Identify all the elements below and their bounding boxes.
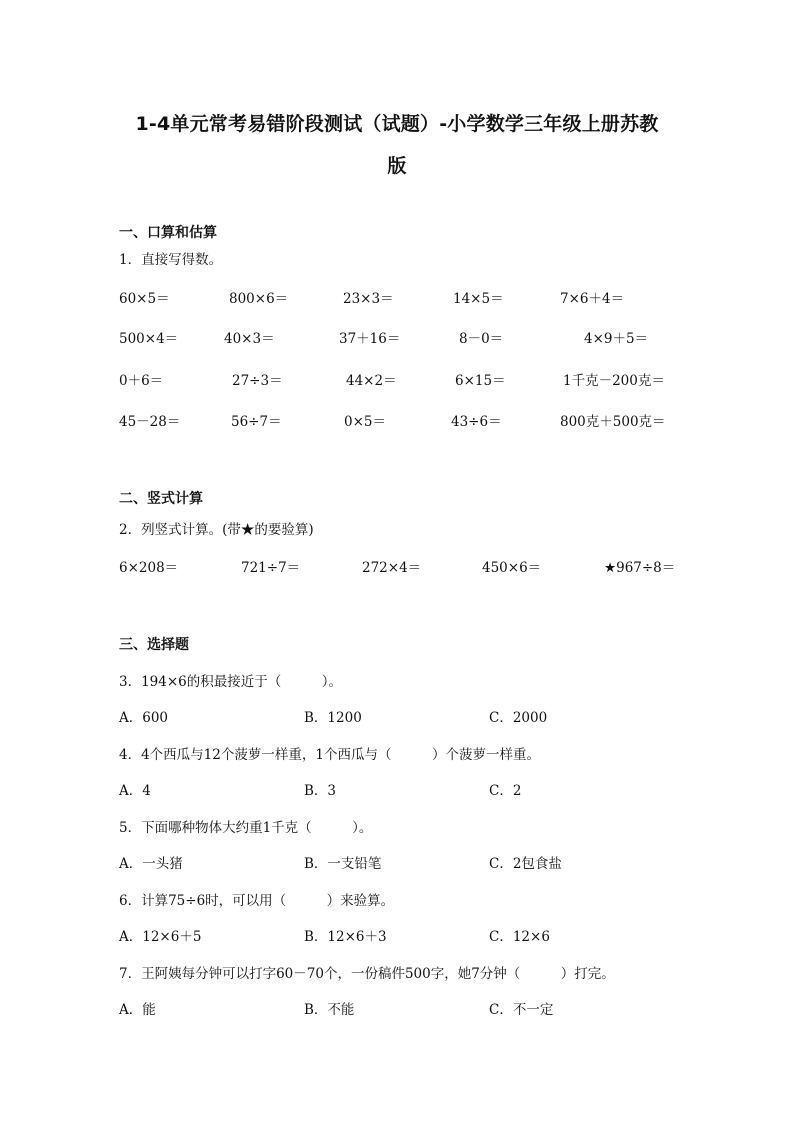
calc-item: 40×3＝ <box>224 331 275 347</box>
calc-item: 0＋6＝ <box>119 373 164 389</box>
calc-item: 23×3＝ <box>343 291 394 307</box>
calc-item: 272×4＝ <box>362 560 422 576</box>
calc-item: 1千克－200克＝ <box>563 373 665 389</box>
question-1-stem: 1．直接写得数。 <box>119 252 223 268</box>
calc-item: 4×9＋5＝ <box>584 331 649 347</box>
calc-item: 800克＋500克＝ <box>560 414 666 430</box>
option-c: C．2 <box>489 783 522 799</box>
calc-item: 60×5＝ <box>119 291 170 307</box>
question-7-stem: 7．王阿姨每分钟可以打字60－70个，一份稿件500字，她7分钟（ ）打完。 <box>119 966 615 982</box>
question-2-stem: 2．列竖式计算。(带★的要验算) <box>119 522 314 538</box>
calc-item: 800×6＝ <box>229 291 289 307</box>
option-a: A．600 <box>119 710 169 726</box>
section-heading-vertical-calc: 二、竖式计算 <box>119 491 203 507</box>
calc-item: 37＋16＝ <box>339 331 401 347</box>
calc-item: 6×208＝ <box>119 560 179 576</box>
option-b: B．一支铅笔 <box>304 856 382 872</box>
option-a: A．一头猪 <box>119 856 183 872</box>
section-heading-multiple-choice: 三、选择题 <box>119 637 189 653</box>
calc-item: 6×15＝ <box>455 373 506 389</box>
section-heading-oral-calc: 一、口算和估算 <box>119 225 217 241</box>
option-a: A．能 <box>119 1002 156 1018</box>
option-b: B．不能 <box>304 1002 355 1018</box>
option-c: C．2000 <box>489 710 548 726</box>
calc-item: 7×6＋4＝ <box>560 291 625 307</box>
calc-item: 450×6＝ <box>482 560 542 576</box>
option-b: B．1200 <box>304 710 362 726</box>
calc-item: 43÷6＝ <box>451 414 502 430</box>
calc-item: ★967÷8＝ <box>604 560 676 576</box>
question-4-stem: 4．4个西瓜与12个菠萝一样重，1个西瓜与（ ）个菠萝一样重。 <box>119 747 540 763</box>
calc-item: 8－0＝ <box>459 331 504 347</box>
option-a: A．12×6＋5 <box>119 929 202 945</box>
question-3-stem: 3．194×6的积最接近于（ ）。 <box>119 674 343 690</box>
title-line-2: 版 <box>387 155 407 177</box>
option-c: C．不一定 <box>489 1002 554 1018</box>
page-title <box>110 103 684 187</box>
option-b: B．12×6＋3 <box>304 929 387 945</box>
calc-item: 500×4＝ <box>119 331 179 347</box>
option-b: B．3 <box>304 783 337 799</box>
question-5-stem: 5．下面哪种物体大约重1千克（ ）。 <box>119 820 373 836</box>
title-line-1: 1-4单元常考易错阶段测试（试题）-小学数学三年级上册苏教 <box>135 113 659 135</box>
calc-item: 721÷7＝ <box>241 560 301 576</box>
option-c: C．2包食盐 <box>489 856 562 872</box>
calc-item: 27÷3＝ <box>232 373 283 389</box>
calc-item: 45－28＝ <box>119 414 181 430</box>
question-6-stem: 6．计算75÷6时，可以用（ ）来验算。 <box>119 893 395 909</box>
option-c: C．12×6 <box>489 929 550 945</box>
option-a: A．4 <box>119 783 151 799</box>
calc-item: 56÷7＝ <box>231 414 282 430</box>
calc-item: 0×5＝ <box>344 414 386 430</box>
calc-item: 14×5＝ <box>453 291 504 307</box>
calc-item: 44×2＝ <box>346 373 397 389</box>
